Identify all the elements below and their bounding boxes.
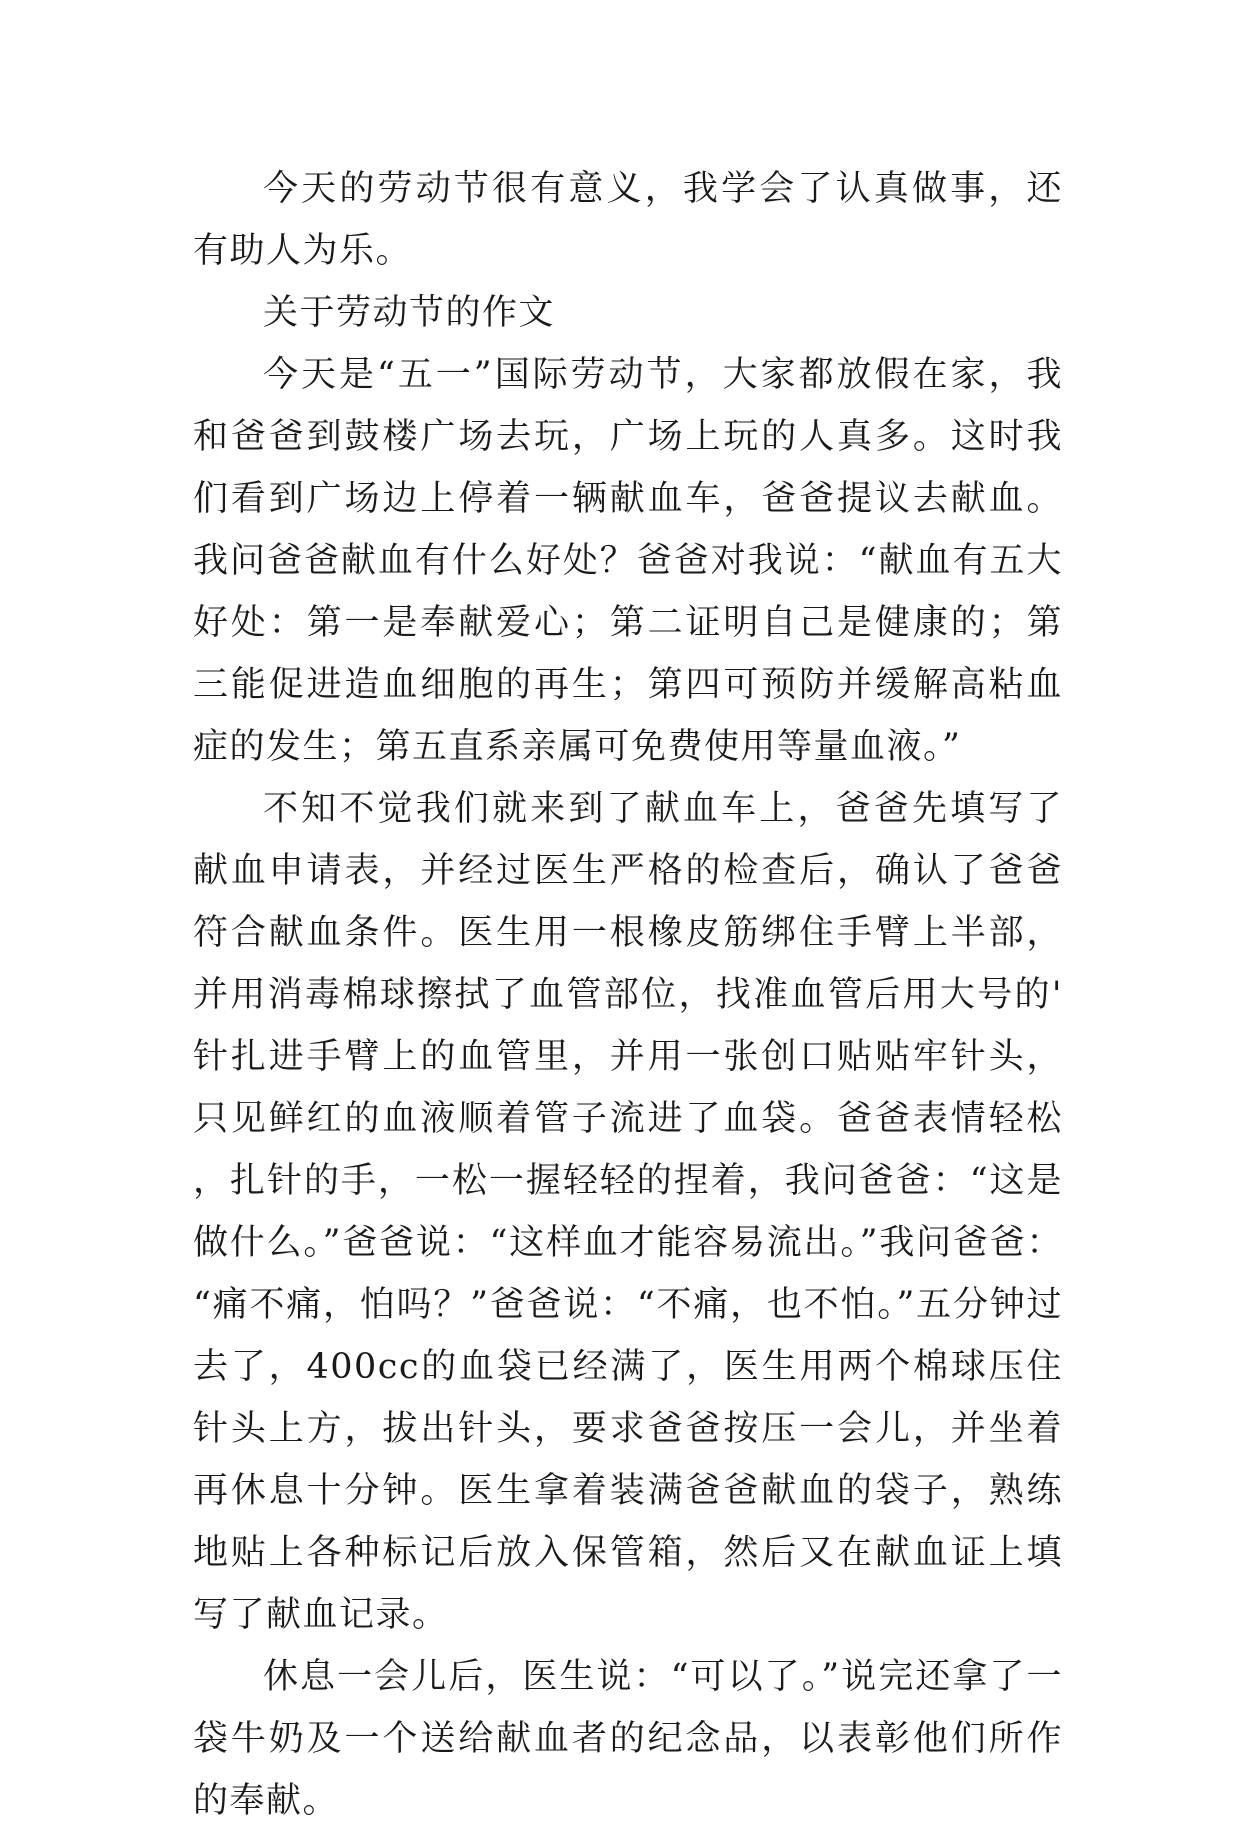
essay-title: 关于劳动节的作文 bbox=[263, 293, 556, 333]
paragraph-ending: 休息一会儿后，医生说：“可以了。”说完还拿了一袋牛奶及一个送给献血者的纪念品，以表彰他们所作的奉献。 bbox=[193, 1657, 1063, 1821]
paragraph-conclusion: 今天的劳动节很有意义，我学会了认真做事，还有助人为乐。 bbox=[193, 169, 1063, 271]
paragraph-intro: 今天是“五一”国际劳动节，大家都放假在家，我和爸爸到鼓楼广场去玩，广场上玩的人真多。这时我们看到广场边上停着一辆献血车，爸爸提议去献血。我问爸爸献血有什么好处？爸爸对我说：“献血有五大好处：第一是奉献爱心；第二证明自己是健康的；第三能促进造血细胞的再生；第四可预防并缓解高粘血症的发生；第五直系亲属可免费使用等量血液。” bbox=[193, 355, 1063, 767]
document-body bbox=[193, 158, 1063, 1832]
paragraph-donation: 不知不觉我们就来到了献血车上，爸爸先填写了献血申请表，并经过医生严格的检查后，确认了爸爸符合献血条件。医生用一根橡皮筋绑住手臂上半部，并用消毒棉球擦拭了血管部位，找准血管后用大号的'针扎进手臂上的血管里，并用一张创口贴贴牢针头，只见鲜红的血液顺着管子流进了血袋。爸爸表情轻松，扎针的手，一松一握轻轻的捏着，我问爸爸：“这是做什么。”爸爸说：“这样血才能容易流出。”我问爸爸：“痛不痛，怕吗？”爸爸说：“不痛，也不怕。”五分钟过去了，400cc的血袋已经满了，医生用两个棉球压住针头上方，拔出针头，要求爸爸按压一会儿，并坐着再休息十分钟。医生拿着装满爸爸献血的袋子，熟练地贴上各种标记后放入保管箱，然后又在献血证上填写了献血记录。 bbox=[193, 789, 1063, 1635]
